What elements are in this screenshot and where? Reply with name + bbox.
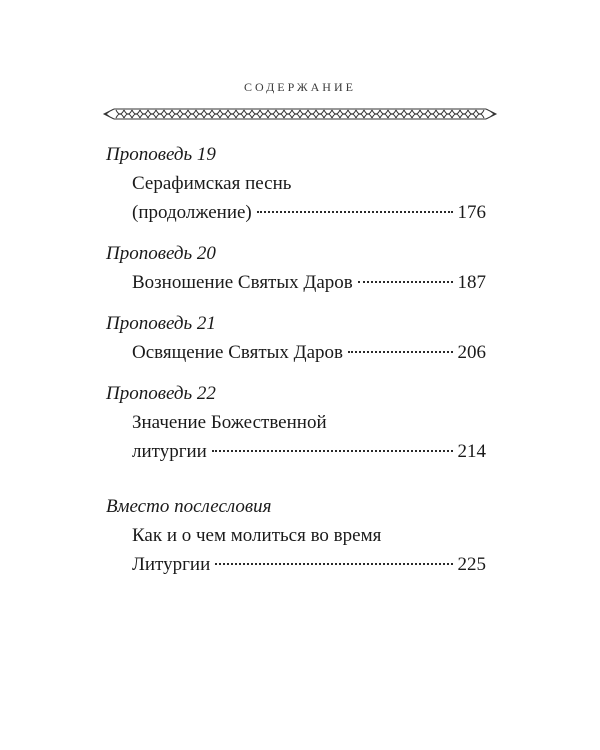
page-title: СОДЕРЖАНИЕ [244,80,356,94]
page-number: 187 [457,272,486,293]
toc-entry[interactable] [106,268,486,297]
ornament-divider [100,106,500,122]
entry-title-line: (продолжение) [132,202,252,223]
toc-entry[interactable] [106,437,486,466]
table-of-contents [106,140,486,579]
dot-leader [358,281,453,283]
entry-title-line: Серафимская песнь [132,173,292,194]
entry-title-line: Освящение Святых Даров [132,342,344,363]
entry-title-line: литургии [132,441,207,462]
toc-section-sermon-21 [106,309,486,367]
page-number: 214 [457,441,486,462]
entry-title-line: Как и о чем молиться во время [132,525,382,546]
dot-leader [215,563,452,565]
entry-title-line: Значение Божественной [132,412,327,433]
dot-leader [257,211,453,213]
page-number: 176 [457,202,486,223]
toc-entry[interactable] [106,338,486,367]
toc-entry[interactable] [106,198,486,227]
toc-section-sermon-19 [106,140,486,227]
entry-title-line: Возношение Святых Даров [132,272,353,293]
dot-leader [348,351,452,353]
section-label: Проповедь 22 [106,383,216,404]
dot-leader [212,450,453,452]
entry-title-line: Литургии [132,554,211,575]
section-label: Проповедь 21 [106,313,216,334]
toc-section-sermon-22 [106,379,486,466]
toc-section-afterword [106,492,486,579]
toc-entry[interactable] [106,550,486,579]
section-label: Проповедь 20 [106,243,216,264]
toc-section-sermon-20 [106,239,486,297]
page-number: 225 [457,554,486,575]
section-label: Вместо послесловия [106,496,272,517]
page-number: 206 [457,342,486,363]
section-label: Проповедь 19 [106,144,216,165]
